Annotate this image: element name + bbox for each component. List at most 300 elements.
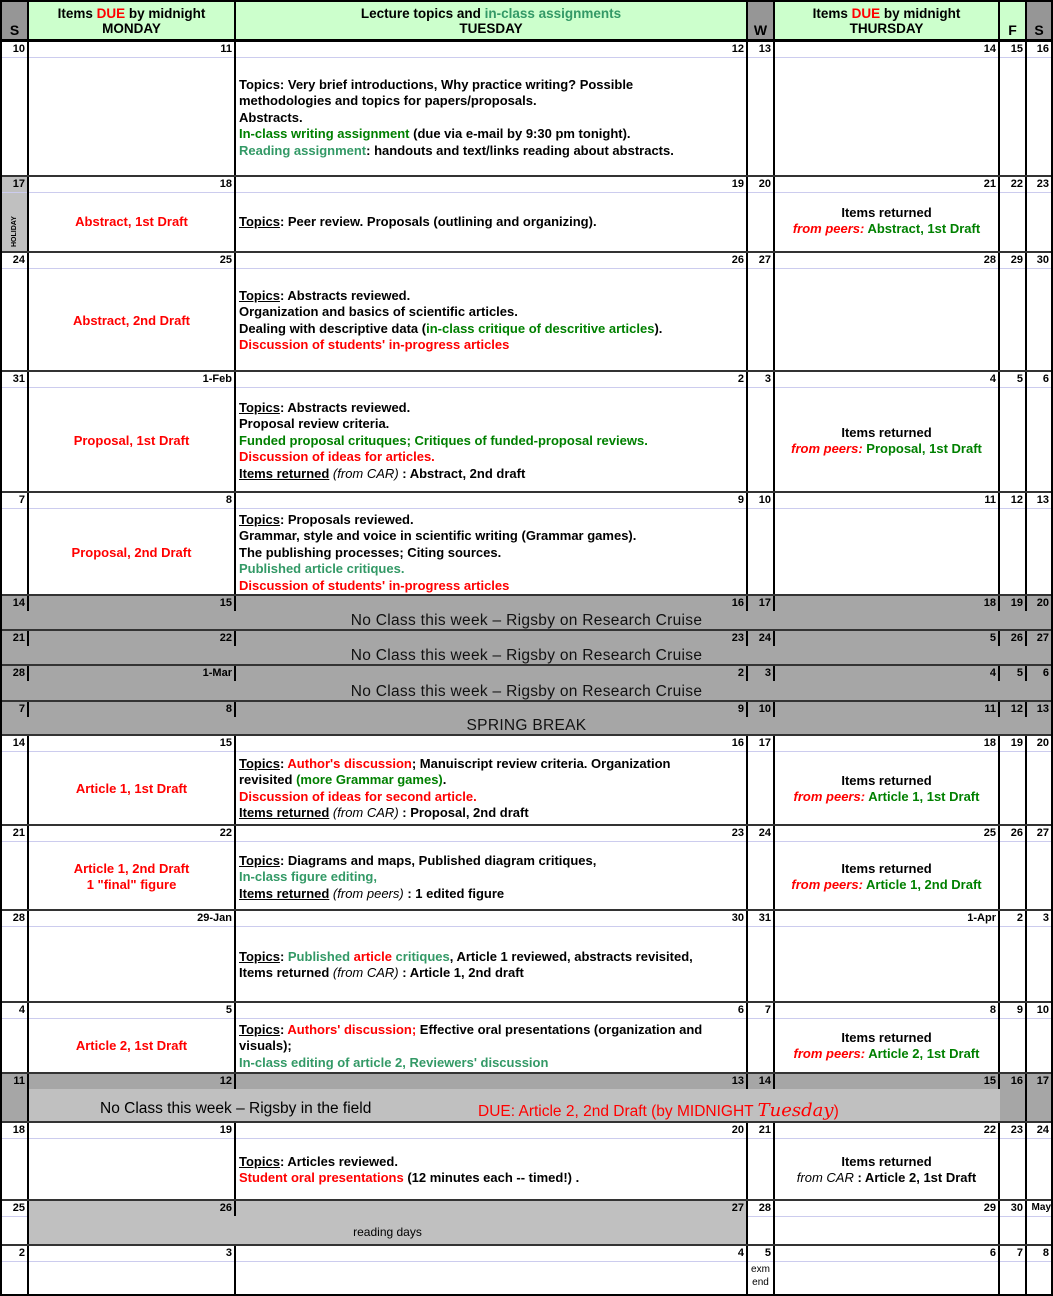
text: end	[752, 1277, 769, 1288]
day-cell-wed	[748, 736, 775, 824]
date-number: 14	[758, 1075, 771, 1087]
divider	[1027, 1018, 1051, 1019]
date-number: 25	[219, 254, 232, 266]
week-row-spring-break	[2, 702, 1051, 736]
week-row	[2, 911, 1051, 1003]
text: 1 "final" figure	[86, 877, 177, 893]
date-number: 1-Mar	[202, 667, 232, 679]
day-cell-wed	[748, 666, 775, 681]
week-row-no-class	[2, 1074, 1051, 1123]
date-number: 23	[1010, 1124, 1023, 1136]
date-number: 10	[758, 494, 771, 506]
day-cell-sun	[2, 736, 29, 824]
text: Organization and basics of scientific articles.	[239, 304, 518, 320]
date-number: 27	[1036, 632, 1049, 644]
day-cell-thu	[775, 666, 1000, 681]
text: Discussion of ideas for articles.	[239, 449, 435, 465]
text: visuals);	[239, 1038, 292, 1054]
date-number: 22	[983, 1124, 996, 1136]
text: from peers:	[792, 221, 865, 237]
date-number: 26	[731, 254, 744, 266]
date-number: 28	[12, 912, 25, 924]
date-number: May	[1031, 1202, 1051, 1213]
day-cell-sun	[2, 1246, 29, 1294]
day-cell-tue	[236, 1003, 748, 1072]
divider	[2, 1261, 27, 1262]
day-cell-sat	[1027, 253, 1051, 370]
text: : 1 edited figure	[403, 885, 505, 901]
divider	[748, 1018, 773, 1019]
text: : Abstract, 2nd draft	[398, 465, 526, 481]
date-number: 20	[731, 1124, 744, 1136]
day-cell-sat	[1027, 826, 1051, 909]
lecture-topics	[239, 853, 743, 902]
divider	[236, 751, 746, 752]
divider	[236, 841, 746, 842]
text: critiques	[391, 949, 450, 964]
divider	[775, 508, 998, 509]
divider	[1027, 1138, 1051, 1139]
items-returned	[778, 1030, 995, 1063]
day-cell-thu	[775, 253, 1000, 370]
day-cell-sun	[2, 826, 29, 909]
lecture-topics	[239, 77, 743, 159]
text: Proposal, 1st Draft	[862, 441, 982, 457]
day-cell-fri	[1000, 1123, 1027, 1199]
day-cell-fri	[1000, 1201, 1027, 1244]
divider	[2, 387, 27, 388]
date-number: 14	[12, 737, 25, 749]
day-cell-sat	[1027, 372, 1051, 491]
day-cell-fri	[1000, 736, 1027, 824]
day-cell-tue	[236, 1074, 748, 1089]
text: methodologies and topics for papers/proposals.	[239, 93, 537, 109]
text: Authors' discussion;	[287, 1022, 417, 1037]
text: Items	[57, 6, 97, 21]
day-cell-tue	[236, 42, 748, 175]
text: Topics	[239, 756, 280, 771]
no-class-banner: No Class this week – Rigsby in the field	[100, 1100, 372, 1117]
day-cell-fri	[1000, 372, 1027, 491]
divider	[236, 1018, 746, 1019]
text: from peers:	[791, 441, 863, 457]
date-number: 29	[983, 1202, 996, 1214]
date-number: 3	[1042, 912, 1049, 924]
text: Items returned	[841, 1030, 932, 1045]
date-number: 21	[12, 827, 25, 839]
date-number: 22	[219, 827, 232, 839]
text: ).	[654, 320, 663, 336]
divider	[29, 268, 234, 269]
divider	[236, 508, 746, 509]
week-row-reading-days	[2, 1201, 1051, 1246]
holiday-label: HOLIDAY	[11, 216, 18, 247]
lecture-topics	[239, 288, 743, 354]
date-number: 11	[13, 1075, 25, 1087]
text: ; Manuiscript review criteria. Organization	[411, 756, 671, 771]
text: Items returned	[841, 861, 932, 876]
divider	[2, 1018, 27, 1019]
divider	[748, 57, 773, 58]
text: :	[279, 1022, 288, 1037]
date-number: 18	[219, 178, 232, 190]
date-number: 26	[1010, 827, 1023, 839]
text: Items returned	[841, 1154, 932, 1169]
text: Items returned	[841, 425, 932, 440]
date-number: 4	[989, 373, 996, 385]
reading-days-label: reading days	[353, 1225, 422, 1239]
day-cell-sun	[2, 1123, 29, 1199]
day-cell-thu	[775, 1074, 1000, 1089]
day-cell-mon	[29, 372, 236, 491]
reading-days-block	[29, 1201, 748, 1244]
date-number: 6	[1042, 667, 1049, 679]
items-returned	[778, 1154, 995, 1187]
date-number: 7	[1016, 1247, 1023, 1259]
header-tuesday-line1	[236, 6, 746, 21]
date-number: 27	[731, 1202, 744, 1214]
divider	[1027, 926, 1051, 927]
divider	[1027, 268, 1051, 269]
text: In-class writing assignment	[239, 126, 410, 142]
day-cell-sat	[1027, 493, 1051, 594]
day-cell-sat	[1027, 1003, 1051, 1072]
text: by midnight	[125, 6, 206, 21]
text: Dealing with descriptive data (	[239, 320, 427, 336]
date-number: 19	[731, 178, 744, 190]
day-cell-wed	[748, 253, 775, 370]
items-returned	[778, 205, 995, 238]
date-number: 3	[225, 1247, 232, 1259]
lecture-topics	[239, 400, 743, 482]
text: Grammar, style and voice in scientific writing (Grammar games).	[239, 528, 637, 544]
day-cell-thu	[775, 826, 1000, 909]
divider	[775, 1216, 998, 1217]
divider	[1000, 1138, 1025, 1139]
date-number: 24	[12, 254, 25, 266]
text: from peers:	[793, 789, 866, 805]
date-number: 27	[1036, 827, 1049, 839]
day-cell-tue	[236, 702, 748, 717]
due-item	[32, 861, 231, 894]
no-class-banner: No Class this week – Rigsby on Research Cruise	[350, 683, 703, 700]
text: : Diagrams and maps, Published diagram critiques,	[279, 853, 597, 868]
date-number: 7	[18, 494, 25, 506]
date-number: 7	[18, 703, 25, 715]
text: Tuesday	[757, 1100, 834, 1121]
text: Proposal review criteria.	[239, 416, 390, 432]
day-cell-sun	[2, 372, 29, 491]
header-saturday-label: S	[1034, 22, 1044, 38]
day-cell-thu	[775, 702, 1000, 717]
day-cell-sun	[2, 177, 29, 251]
day-cell-mon	[29, 596, 236, 611]
date-number: 5	[1016, 373, 1023, 385]
week-row-no-class	[2, 596, 1051, 631]
divider	[1000, 387, 1025, 388]
divider	[748, 1138, 773, 1139]
header-friday-label: F	[1008, 22, 1017, 38]
day-cell-wed	[748, 1123, 775, 1199]
date-number: 30	[1010, 1202, 1023, 1214]
date-number: 18	[12, 1124, 25, 1136]
divider	[775, 1018, 998, 1019]
items-returned	[778, 861, 995, 894]
date-number: 10	[12, 43, 25, 55]
week-row-no-class	[2, 631, 1051, 666]
date-number: 29-Jan	[197, 912, 232, 924]
text: Items returned	[841, 773, 932, 788]
date-number: 10	[1036, 1004, 1049, 1016]
text: (from CAR)	[332, 965, 399, 981]
divider	[1000, 508, 1025, 509]
day-cell-sun	[2, 631, 29, 646]
day-cell-mon	[29, 493, 236, 594]
day-cell-tue	[236, 911, 748, 1001]
day-cell-thu	[775, 911, 1000, 1001]
header-tuesday	[236, 2, 748, 42]
text: Reading assignment	[239, 142, 367, 158]
date-number: 13	[758, 43, 771, 55]
divider	[1000, 192, 1025, 193]
divider	[236, 1138, 746, 1139]
day-cell-tue	[236, 1246, 748, 1294]
day-cell-fri	[1000, 826, 1027, 909]
date-number: 2	[737, 373, 744, 385]
divider	[748, 508, 773, 509]
date-number: 6	[989, 1247, 996, 1259]
day-cell-wed	[748, 911, 775, 1001]
text: Topics	[239, 853, 280, 868]
due-item: Proposal, 1st Draft	[73, 433, 190, 448]
date-number: 1-Feb	[202, 373, 232, 385]
date-number: 12	[1010, 703, 1023, 715]
day-cell-fri	[1000, 1003, 1027, 1072]
text: Topics	[239, 288, 280, 303]
date-number: 3	[764, 373, 771, 385]
text: Funded proposal crituques; Critiques of funded-proposal reviews.	[239, 432, 648, 448]
divider	[29, 1018, 234, 1019]
header-monday	[29, 2, 236, 42]
date-number: 15	[219, 597, 232, 609]
header-sunday-label: S	[9, 22, 20, 38]
date-number: 21	[12, 632, 25, 644]
date-number: 19	[1010, 737, 1023, 749]
day-cell-sat	[1027, 1246, 1051, 1294]
day-cell-thu	[775, 493, 1000, 594]
date-number: 17	[12, 178, 25, 190]
divider	[1027, 508, 1051, 509]
date-number: 13	[1036, 494, 1049, 506]
text: Effective oral presentations (organization and	[416, 1022, 703, 1037]
day-cell-fri	[1000, 253, 1027, 370]
day-cell-mon	[29, 826, 236, 909]
divider	[236, 1261, 746, 1262]
date-number: 30	[731, 912, 744, 924]
divider	[236, 387, 746, 388]
day-cell-mon	[29, 42, 236, 175]
day-cell-tue	[236, 177, 748, 251]
date-number: 17	[1036, 1075, 1049, 1087]
date-number: 6	[737, 1004, 744, 1016]
date-number: 26	[1010, 632, 1023, 644]
day-cell-sat	[1027, 736, 1051, 824]
date-number: 4	[989, 667, 996, 679]
divider	[2, 1216, 27, 1217]
text: Article 2, 1st Draft	[865, 1046, 980, 1062]
date-number: 8	[225, 494, 232, 506]
header-tuesday-line2: TUESDAY	[459, 21, 523, 36]
day-cell-thu	[775, 631, 1000, 646]
header-friday	[1000, 2, 1027, 42]
text: Discussion of students' in-progress articles	[239, 577, 510, 593]
text: Topics	[239, 1154, 280, 1169]
text: : Abstracts reviewed.	[279, 400, 411, 415]
date-number: 12	[731, 43, 744, 55]
text: Student oral presentations	[239, 1170, 404, 1186]
text: Items returned	[239, 805, 330, 821]
lecture-topics	[239, 1022, 743, 1071]
day-cell-sun	[2, 253, 29, 370]
date-number: 8	[989, 1004, 996, 1016]
day-cell-fri	[1000, 1246, 1027, 1294]
day-cell-wed	[748, 631, 775, 646]
text: from peers:	[793, 1046, 866, 1062]
text: Discussion of students' in-progress articles	[239, 337, 510, 353]
week-row	[2, 1246, 1051, 1294]
header-thursday	[775, 2, 1000, 42]
day-cell-fri	[1000, 42, 1027, 175]
date-number: 22	[219, 632, 232, 644]
divider	[29, 1138, 234, 1139]
day-cell-sun	[2, 911, 29, 1001]
day-cell-mon	[29, 253, 236, 370]
date-number: 20	[758, 178, 771, 190]
text: Author's discussion	[287, 756, 412, 771]
date-number: 23	[731, 632, 744, 644]
text: (more Grammar games)	[296, 772, 443, 788]
divider	[748, 841, 773, 842]
date-number: 12	[1010, 494, 1023, 506]
week-row	[2, 826, 1051, 911]
divider	[2, 57, 27, 58]
divider	[1027, 841, 1051, 842]
day-cell-sat	[1027, 177, 1051, 251]
date-number: 1-Apr	[967, 912, 996, 924]
day-cell-tue	[236, 493, 748, 594]
text: Items returned	[239, 965, 333, 981]
date-number: 13	[1036, 703, 1049, 715]
text: DUE	[851, 6, 881, 21]
day-cell-sat	[1027, 42, 1051, 175]
header-monday-line2: MONDAY	[102, 21, 161, 36]
due-item: Abstract, 2nd Draft	[72, 313, 191, 328]
day-cell-wed	[748, 1246, 775, 1294]
divider	[236, 268, 746, 269]
day-cell-tue	[236, 826, 748, 909]
text: :	[279, 949, 288, 964]
divider	[775, 387, 998, 388]
date-number: 24	[1036, 1124, 1049, 1136]
week-row-no-class	[2, 666, 1051, 702]
date-number: 9	[1016, 1004, 1023, 1016]
date-number: 29	[1010, 254, 1023, 266]
text: : handouts and text/links reading about abstracts.	[366, 142, 674, 158]
divider	[236, 926, 746, 927]
day-cell-thu	[775, 1246, 1000, 1294]
day-cell-sat	[1027, 702, 1051, 717]
text: Items returned	[239, 465, 330, 481]
date-number: 5	[225, 1004, 232, 1016]
week-row	[2, 493, 1051, 596]
date-number: 16	[731, 597, 744, 609]
day-cell-fri	[1000, 493, 1027, 594]
day-cell-sun	[2, 1074, 29, 1121]
date-number: 31	[12, 373, 25, 385]
divider	[1027, 387, 1051, 388]
divider	[775, 192, 998, 193]
day-cell-wed	[748, 826, 775, 909]
date-number: 21	[758, 1124, 771, 1136]
divider	[775, 1138, 998, 1139]
date-number: 5	[764, 1247, 771, 1259]
divider	[775, 751, 998, 752]
lecture-topics	[239, 512, 743, 594]
text: : Proposals reviewed.	[279, 512, 414, 527]
due-banner	[478, 1100, 839, 1121]
day-cell-sat	[1027, 631, 1051, 646]
day-cell-sat	[1027, 1201, 1051, 1244]
divider	[775, 57, 998, 58]
day-cell-fri	[1000, 177, 1027, 251]
date-number: 27	[758, 254, 771, 266]
divider	[1027, 1261, 1051, 1262]
text: The publishing processes; Citing sources.	[239, 544, 502, 560]
text: Topics	[239, 512, 280, 527]
divider	[2, 508, 27, 509]
divider	[775, 268, 998, 269]
date-number: 15	[983, 1075, 996, 1087]
day-cell-tue	[236, 372, 748, 491]
day-cell-wed	[748, 1201, 775, 1244]
due-item: Article 1, 1st Draft	[75, 781, 188, 796]
text: (from CAR)	[329, 805, 399, 821]
day-cell-fri	[1000, 911, 1027, 1001]
divider	[29, 387, 234, 388]
divider	[1027, 57, 1051, 58]
divider	[1000, 1018, 1025, 1019]
divider	[1027, 751, 1051, 752]
divider	[29, 57, 234, 58]
text: : Articles reviewed.	[279, 1154, 398, 1169]
date-number: 20	[1036, 597, 1049, 609]
header-saturday	[1027, 2, 1051, 42]
date-number: 7	[764, 1004, 771, 1016]
text: Lecture topics and	[360, 6, 485, 21]
date-number: 23	[1036, 178, 1049, 190]
day-cell-fri	[1000, 1074, 1027, 1121]
text: Topics	[239, 214, 280, 229]
date-number: 28	[983, 254, 996, 266]
divider	[1000, 1216, 1025, 1217]
divider	[29, 841, 234, 842]
no-class-banner: No Class this week – Rigsby on Research Cruise	[350, 612, 703, 629]
header-wednesday	[748, 2, 775, 42]
header-thursday-line1	[775, 6, 998, 21]
date-number: 5	[989, 632, 996, 644]
date-number: 19	[1010, 597, 1023, 609]
date-number: 8	[1042, 1247, 1049, 1259]
